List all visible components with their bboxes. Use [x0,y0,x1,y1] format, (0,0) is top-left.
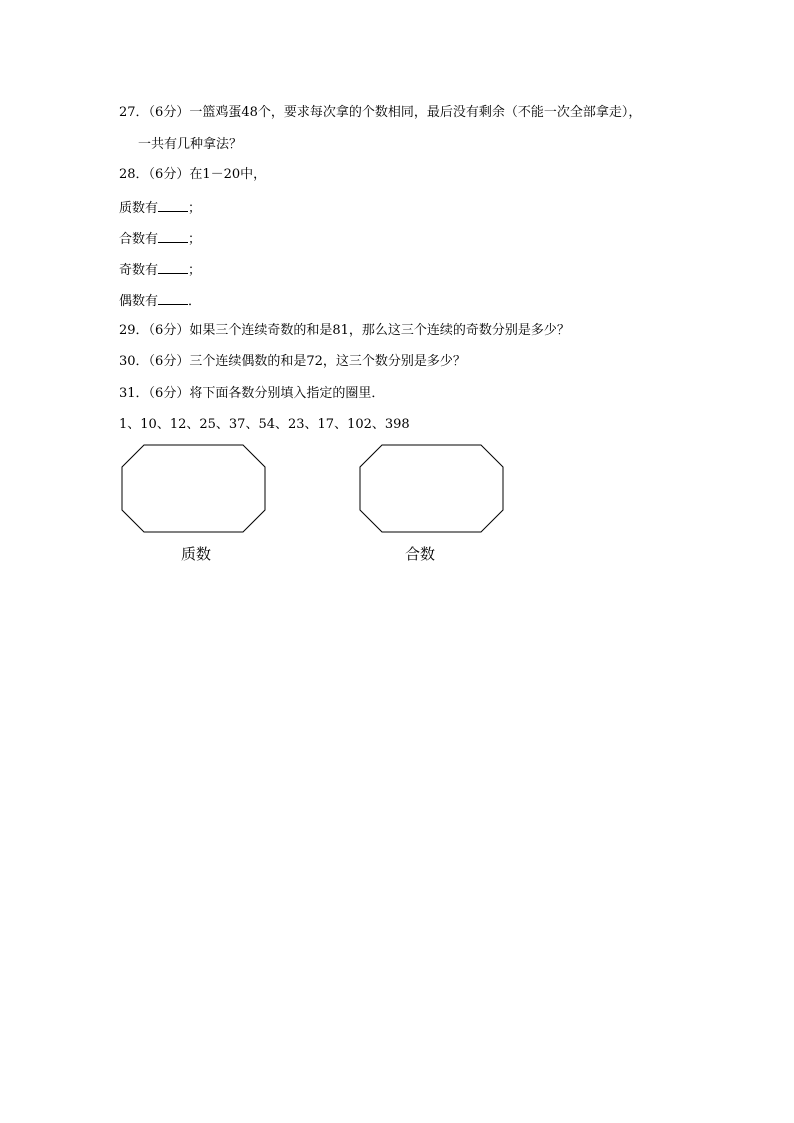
q28-item-end: ； [188,232,202,247]
q27-line1: 27．（6分）一篮鸡蛋48个，要求每次拿的个数相同，最后没有剩余（不能一次全部拿走）， [119,105,642,120]
q27-line2: 一共有几种拿法？ [138,137,243,152]
q29-text: 29．（6分）如果三个连续奇数的和是81，那么这三个连续的奇数分别是多少？ [119,323,570,338]
q28-item-label: 偶数有 [119,294,159,309]
q30-text: 30．（6分）三个连续偶数的和是72，这三个数分别是多少？ [119,354,466,369]
q28-item-prime [119,199,201,217]
answer-blank [158,199,188,212]
answer-blank [158,261,188,274]
q31-text: 31．（6分）将下面各数分别填入指定的圈里． [119,386,385,401]
q28-item-label: 奇数有 [119,263,159,278]
q28-item-even [119,292,201,310]
q28-item-odd [119,261,201,279]
prime-label: 质数 [181,545,212,563]
q28-item-label: 合数有 [119,232,159,247]
answer-blank [158,292,188,305]
q28-item-end: ； [188,201,202,216]
prime-octagon [121,444,267,534]
q28-item-end: ； [188,263,202,278]
composite-label: 合数 [405,545,436,563]
q28-item-label: 质数有 [119,201,159,216]
q28-item-composite [119,230,201,248]
q31-numbers: 1、10、12、25、37、54、23、17、102、398 [119,417,410,432]
q28-intro: 28．（6分）在1－20中， [119,167,267,182]
answer-blank [158,230,188,243]
q28-item-end: ． [188,294,202,309]
composite-octagon [359,444,505,534]
